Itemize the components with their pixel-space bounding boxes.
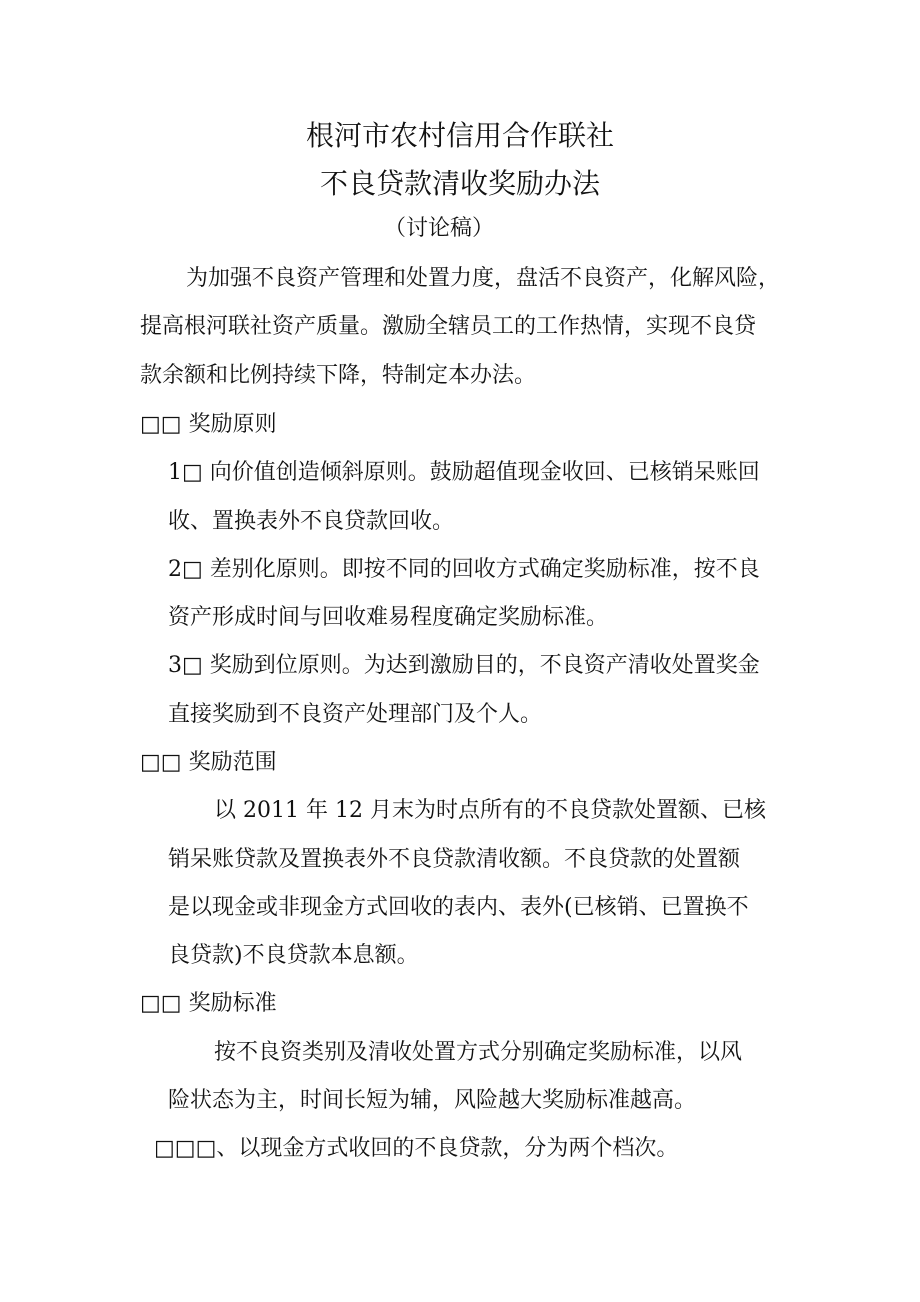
- scope-line-1: 以 2011 年 12 月末为时点所有的不良贷款处置额、已核: [214, 798, 766, 823]
- principle-3-line-2: 直接奖励到不良资产处理部门及个人。: [168, 702, 543, 727]
- principle-1-line-2: 收、置换表外不良贷款回收。: [168, 509, 455, 534]
- doc-title-line2: 不良贷款清收奖励办法: [319, 167, 600, 200]
- section2-heading: □□ 奖励范围: [140, 750, 277, 775]
- standard-line-2: 险状态为主，时间长短为辅，风险越大奖励标准越高。: [168, 1088, 697, 1113]
- principle-1-line-1: 1□ 向价值创造倾斜原则。鼓励超值现金收回、已核销呆账回: [168, 460, 760, 485]
- principle-2-line-2: 资产形成时间与回收难易程度确定奖励标准。: [168, 605, 609, 630]
- standard-subitem-1: □□□、以现金方式收回的不良贷款，分为两个档次。: [154, 1136, 679, 1161]
- scope-line-4: 良贷款)不良贷款本息额。: [168, 943, 419, 968]
- scope-line-2: 销呆账贷款及置换表外不良贷款清收额。不良贷款的处置额: [168, 847, 741, 872]
- intro-line-2: 提高根河联社资产质量。激励全辖员工的工作热情，实现不良贷: [140, 314, 757, 339]
- doc-title-line1: 根河市农村信用合作联社: [305, 119, 614, 152]
- standard-line-1: 按不良资类别及清收处置方式分别确定奖励标准，以风: [214, 1040, 743, 1065]
- section3-heading: □□ 奖励标准: [140, 991, 277, 1016]
- intro-line-1: 为加强不良资产管理和处置力度，盘活不良资产，化解风险，: [186, 266, 781, 291]
- intro-line-3: 款余额和比例持续下降，特制定本办法。: [140, 363, 537, 388]
- scope-line-3: 是以现金或非现金方式回收的表内、表外(已核销、已置换不: [168, 895, 749, 920]
- section1-heading: □□ 奖励原则: [140, 412, 277, 437]
- principle-2-line-1: 2□ 差别化原则。即按不同的回收方式确定奖励标准，按不良: [168, 557, 760, 582]
- doc-draft-note: （讨论稿）: [384, 216, 495, 241]
- principle-3-line-1: 3□ 奖励到位原则。为达到激励目的，不良资产清收处置奖金: [168, 653, 760, 678]
